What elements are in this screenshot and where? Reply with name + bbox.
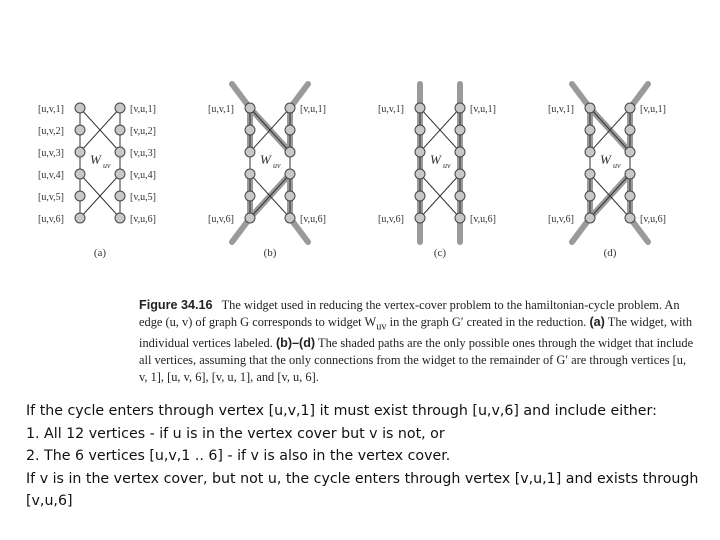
panel-c-right-top-label: [v,u,1] [470, 104, 497, 115]
panel-c-vertex-left-5 [415, 191, 425, 201]
panel-a-vertex-left-2 [75, 125, 85, 135]
panel-a-vertex-right-1 [115, 103, 125, 113]
panel-c-vertex-right-5 [455, 191, 465, 201]
panel-a-left-label-6: [u,v,6] [38, 214, 65, 225]
panel-a-left-label-4: [u,v,4] [38, 170, 65, 181]
panel-c-vertex-left-6 [415, 213, 425, 223]
panel-d-vertex-right-4 [625, 169, 635, 179]
panel-a-vertex-left-6 [75, 213, 85, 223]
panel-c-vertex-left-2 [415, 125, 425, 135]
caption-bold-bd: (b)–(d) [275, 336, 316, 351]
panel-b-vertex-right-3 [285, 147, 295, 157]
panel-c-vertex-left-1 [415, 103, 425, 113]
panel-b-vertex-left-5 [245, 191, 255, 201]
panel-c-vertex-right-6 [455, 213, 465, 223]
caption-bold-a: (a) [589, 315, 605, 329]
panel-c-left-bottom-label: [u,v,6] [378, 214, 405, 225]
explanation-line-1: If the cycle enters through vertex [u,v,1] it must exist through [u,v,6] and include either: [26, 403, 657, 419]
panel-c-right-bottom-label: [v,u,6] [470, 214, 497, 225]
explanation-line-4: If v is in the vertex cover, but not u, the cycle enters through vertex [v,u,1] and exists through [v,u,6] [26, 470, 699, 509]
panel-c-label: (c) [433, 247, 447, 259]
panel-a-vertex-right-2 [115, 125, 125, 135]
panel-c-vertex-right-2 [455, 125, 465, 135]
panel-d-vertex-left-5 [585, 191, 595, 201]
panel-d-center-label: W [600, 152, 611, 167]
panel-c-vertex-left-3 [415, 147, 425, 157]
panel-b-vertex-left-3 [245, 147, 255, 157]
panel-b-vertex-right-1 [285, 103, 295, 113]
panel-b-label: (b) [263, 247, 277, 259]
panel-c-vertex-right-3 [455, 147, 465, 157]
panel-b-vertex-right-6 [285, 213, 295, 223]
panel-a-left-label-5: [u,v,5] [38, 192, 65, 203]
panel-a-vertex-left-5 [75, 191, 85, 201]
panel-d-vertex-left-6 [585, 213, 595, 223]
caption-text-4: The shaded paths are the only possible ones through the widget that include all vertices, assuming that the only connections from the widget to the remainder of G′ are through vertices [u, v, 1], [u, v, 6], [v, u, 1], and [v, u, 6]. [139, 336, 694, 385]
explanation-text [26, 400, 706, 513]
panel-b-right-top-label: [v,u,1] [300, 104, 327, 115]
panel-d-vertex-right-2 [625, 125, 635, 135]
panel-a-vertex-right-3 [115, 147, 125, 157]
panel-a-center-label: W [90, 152, 101, 167]
panel-c-vertex-left-4 [415, 169, 425, 179]
caption-text-3: The widget, with individual vertices labeled. [139, 315, 693, 351]
panel-a-center-sub: uv [103, 161, 111, 170]
explanation-line-2: 1. All 12 vertices - if u is in the vertex cover but v is not, or [26, 425, 445, 442]
caption-title: Figure 34.16 [139, 298, 213, 312]
panel-a-vertex-left-3 [75, 147, 85, 157]
panel-d-vertex-left-1 [585, 103, 595, 113]
panel-d-vertex-right-3 [625, 147, 635, 157]
panel-b-vertex-right-5 [285, 191, 295, 201]
panel-d-vertex-right-1 [625, 103, 635, 113]
panel-b-right-bottom-label: [v,u,6] [300, 214, 327, 225]
panel-c-center-sub: uv [443, 161, 451, 170]
panel-b-vertex-left-2 [245, 125, 255, 135]
panel-d-vertex-left-4 [585, 169, 595, 179]
panel-b-vertex-right-2 [285, 125, 295, 135]
panel-d-vertex-left-3 [585, 147, 595, 157]
panel-b-vertex-left-1 [245, 103, 255, 113]
panel-a-vertex-left-1 [75, 103, 85, 113]
panel-d-left-top-label: [u,v,1] [548, 104, 575, 115]
panel-a-right-label-4: [v,u,4] [130, 170, 157, 181]
panel-b-left-top-label: [u,v,1] [208, 104, 235, 115]
panel-a-left-label-1: [u,v,1] [38, 104, 65, 115]
panel-d-vertex-right-6 [625, 213, 635, 223]
panel-b-vertex-left-4 [245, 169, 255, 179]
panel-a-right-label-6: [v,u,6] [130, 214, 157, 225]
caption-text-2: in the graph G′ created in the reduction. [386, 315, 590, 329]
panel-b-vertex-left-6 [245, 213, 255, 223]
caption-sub: uv [376, 321, 387, 333]
panel-a-right-label-5: [v,u,5] [130, 192, 157, 203]
panel-d-right-top-label: [v,u,1] [640, 104, 667, 115]
panel-c-center-label: W [430, 152, 441, 167]
explanation-line-3: 2. The 6 vertices [u,v,1 .. 6] - if v is also in the vertex cover. [26, 448, 451, 464]
panel-a-vertex-right-5 [115, 191, 125, 201]
caption-text: The widget used in reducing the vertex-cover problem to the hamiltonian-cycle problem. An edge (u, v) of graph G corresponds to widget W [139, 298, 680, 329]
panel-d-left-bottom-label: [u,v,6] [548, 214, 575, 225]
panel-a-right-label-2: [v,u,2] [130, 126, 157, 137]
panel-d-center-sub: uv [613, 161, 621, 170]
panel-a-vertex-left-4 [75, 169, 85, 179]
panel-c-vertex-right-1 [455, 103, 465, 113]
panel-b-vertex-right-4 [285, 169, 295, 179]
panel-b-center-label: W [260, 152, 271, 167]
panel-b-center-sub: uv [273, 161, 281, 170]
panel-a-left-label-2: [u,v,2] [38, 126, 65, 137]
panel-a-vertex-right-6 [115, 213, 125, 223]
panel-a-left-label-3: [u,v,3] [38, 148, 65, 159]
panel-a-label: (a) [93, 247, 107, 259]
panel-b-left-bottom-label: [u,v,6] [208, 214, 235, 225]
panel-d-vertex-right-5 [625, 191, 635, 201]
panel-d-vertex-left-2 [585, 125, 595, 135]
panel-d-label: (d) [603, 247, 617, 259]
panel-c-left-top-label: [u,v,1] [378, 104, 405, 115]
panel-d-right-bottom-label: [v,u,6] [640, 214, 667, 225]
panel-a-vertex-right-4 [115, 169, 125, 179]
panel-a-right-label-3: [v,u,3] [130, 148, 157, 159]
panel-c-vertex-right-4 [455, 169, 465, 179]
panel-a-right-label-1: [v,u,1] [130, 104, 157, 115]
figure-caption [139, 297, 695, 386]
